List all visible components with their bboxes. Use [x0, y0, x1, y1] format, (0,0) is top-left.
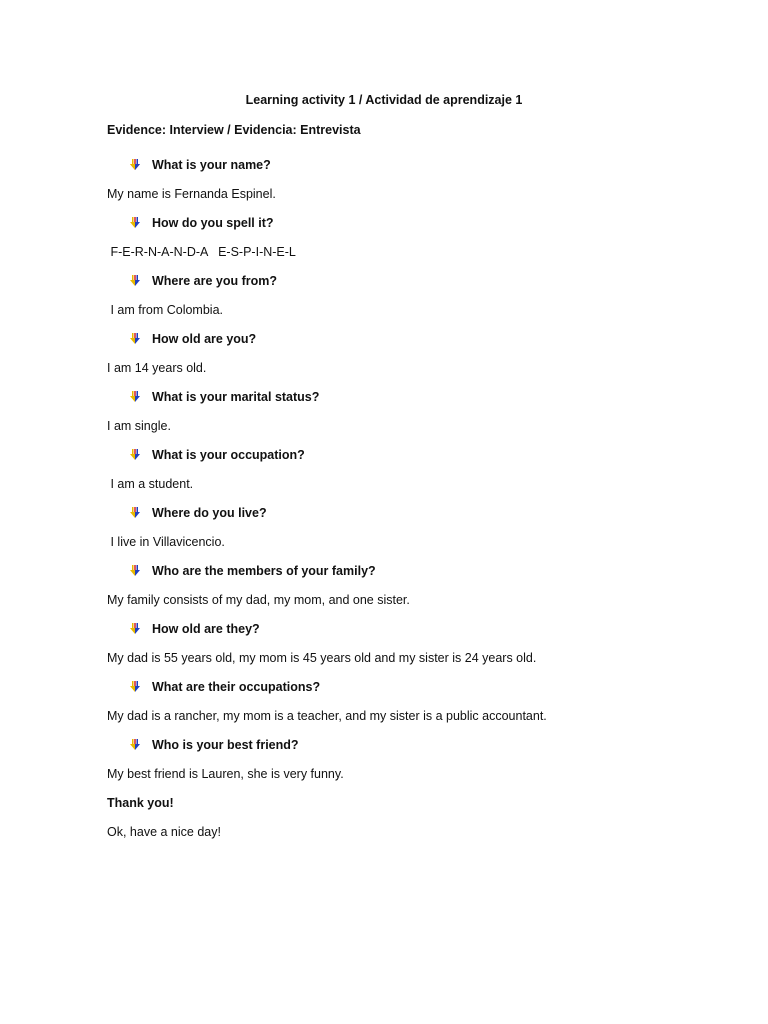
arrow-bullet-icon [129, 449, 141, 461]
arrow-bullet-icon [129, 623, 141, 635]
question-text: What is your occupation? [152, 447, 305, 462]
answer-text: My family consists of my dad, my mom, and one sister. [107, 592, 410, 607]
question-item [107, 324, 707, 353]
evidence-heading: Evidence: Interview / Evidencia: Entrevista [107, 123, 361, 137]
question-text: What are their occupations? [152, 679, 321, 694]
answer-text: F-E-R-N-A-N-D-A E-S-P-I-N-E-L [107, 244, 296, 259]
question-text: Who is your best friend? [152, 737, 299, 752]
question-text: What is your marital status? [152, 389, 320, 404]
question-item [107, 208, 707, 237]
arrow-bullet-icon [129, 275, 141, 287]
question-text: What is your name? [152, 157, 271, 172]
answer-text: My best friend is Lauren, she is very funny. [107, 766, 344, 781]
question-item [107, 440, 707, 469]
question-item [107, 556, 707, 585]
question-text: How old are they? [152, 621, 260, 636]
arrow-bullet-icon [129, 391, 141, 403]
arrow-bullet-icon [129, 681, 141, 693]
question-text: How do you spell it? [152, 215, 274, 230]
answer-text: I am a student. [107, 476, 194, 491]
question-item [107, 382, 707, 411]
question-text: How old are you? [152, 331, 257, 346]
answer-text: My dad is 55 years old, my mom is 45 years old and my sister is 24 years old. [107, 650, 537, 665]
answer-text: I am from Colombia. [107, 302, 224, 317]
closing-reply-text: Ok, have a nice day! [107, 824, 221, 839]
question-item [107, 614, 707, 643]
answer-text: I am single. [107, 418, 171, 433]
arrow-bullet-icon [129, 217, 141, 229]
arrow-bullet-icon [129, 507, 141, 519]
question-text: Where do you live? [152, 505, 267, 520]
question-item [107, 266, 707, 295]
question-item [107, 150, 707, 179]
interview-block [107, 150, 707, 846]
question-item [107, 730, 707, 759]
answer-text: My dad is a rancher, my mom is a teacher, and my sister is a public accountant. [107, 708, 547, 723]
question-item [107, 498, 707, 527]
thanks-text: Thank you! [107, 795, 174, 810]
question-item [107, 672, 707, 701]
answer-text: My name is Fernanda Espinel. [107, 186, 276, 201]
arrow-bullet-icon [129, 333, 141, 345]
page-title: Learning activity 1 / Actividad de aprendizaje 1 [245, 93, 523, 107]
answer-text: I am 14 years old. [107, 360, 207, 375]
arrow-bullet-icon [129, 159, 141, 171]
arrow-bullet-icon [129, 739, 141, 751]
question-text: Who are the members of your family? [152, 563, 376, 578]
arrow-bullet-icon [129, 565, 141, 577]
answer-text: I live in Villavicencio. [107, 534, 225, 549]
question-text: Where are you from? [152, 273, 278, 288]
